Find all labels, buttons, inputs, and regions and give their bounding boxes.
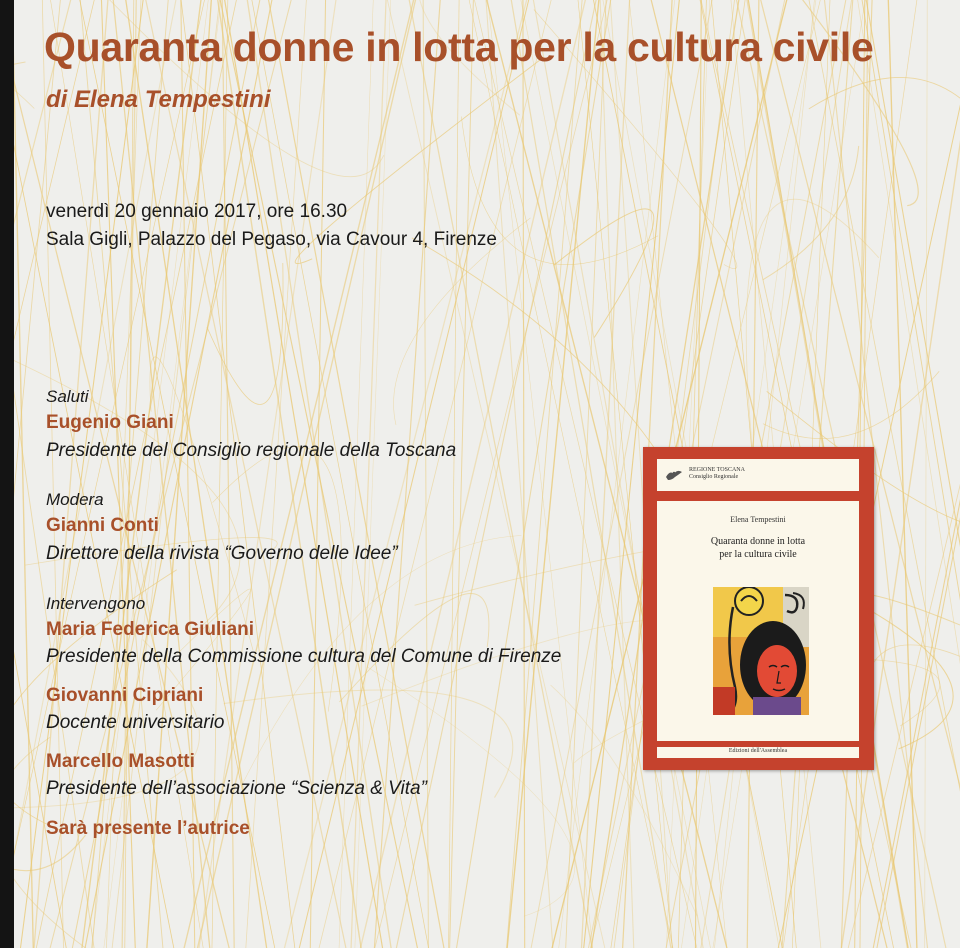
speakers-label: Intervengono <box>46 594 146 613</box>
event-datetime: venerdì 20 gennaio 2017, ore 16.30 <box>46 201 348 222</box>
greetings-role: Presidente del Consiglio regionale della Toscana <box>46 440 457 461</box>
speaker-name: Giovanni Cipriani <box>46 685 204 706</box>
moderator-role: Direttore della rivista “Governo delle Idee” <box>46 543 398 564</box>
closing-note: Sarà presente l’autrice <box>46 818 250 839</box>
book-cover <box>643 447 874 770</box>
greetings-label: Saluti <box>46 387 89 406</box>
book-cover-main <box>657 501 859 741</box>
book-title-line: Quaranta donne in lotta <box>710 536 806 547</box>
event-venue: Sala Gigli, Palazzo del Pegaso, via Cavour 4, Firenze <box>46 229 497 250</box>
book-cover-header <box>657 459 859 491</box>
regional-council-logo-icon <box>665 468 683 482</box>
cover-illustration <box>713 587 809 715</box>
book-title <box>657 535 859 561</box>
speaker-role: Docente universitario <box>46 712 225 733</box>
moderator-name: Gianni Conti <box>46 515 159 536</box>
speaker-role: Presidente della Commissione cultura del Comune di Firenze <box>46 646 562 667</box>
greetings-name: Eugenio Giani <box>46 412 174 433</box>
book-cover-footer <box>657 747 859 758</box>
book-title-line: per la cultura civile <box>719 549 797 560</box>
speaker-role: Presidente dell’associazione “Scienza & Vita” <box>46 778 427 799</box>
book-author: Elena Tempestini <box>730 515 786 524</box>
publisher-logo-line: Consiglio Regionale <box>689 474 739 480</box>
page-title: Quaranta donne in lotta per la cultura civile <box>44 24 874 70</box>
author-subtitle: di Elena Tempestini <box>46 86 271 113</box>
publisher-logo-text <box>689 467 745 481</box>
speaker-name: Maria Federica Giuliani <box>46 619 255 640</box>
speaker-name: Marcello Masotti <box>46 751 195 772</box>
publisher-logo-line: REGIONE TOSCANA <box>689 467 745 473</box>
moderator-label: Modera <box>46 490 104 509</box>
book-publisher: Edizioni dell'Assemblea <box>728 748 788 754</box>
